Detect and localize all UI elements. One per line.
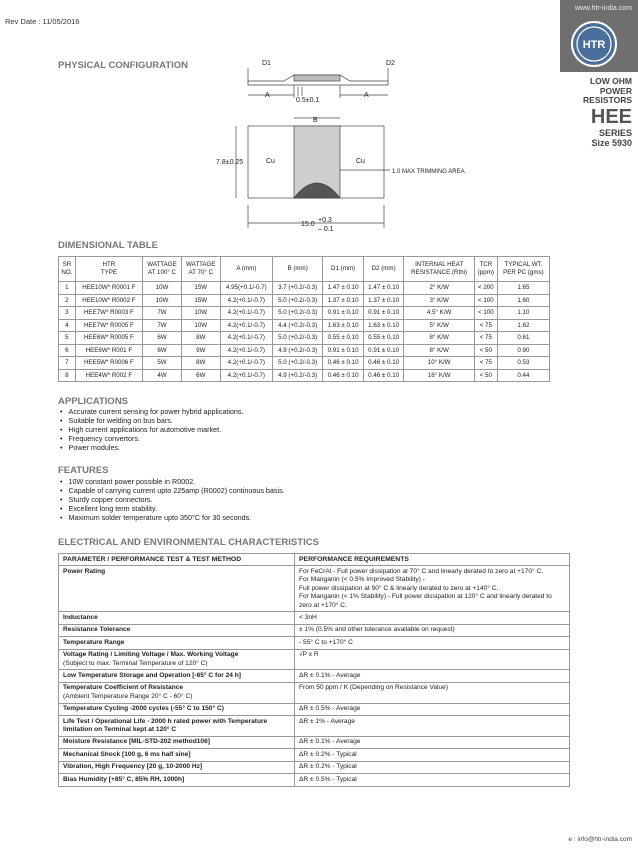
parameter-cell — [59, 566, 295, 612]
cell-watt100: 5W — [143, 357, 182, 370]
cell-b: 3.7 (+0.2/-0.3) — [273, 282, 323, 295]
table-row — [59, 774, 570, 786]
cell-sr: 8 — [59, 369, 76, 382]
requirement-line: ΔR ± 0.1% - Average — [299, 738, 361, 746]
cell-heat: 5° K/W — [404, 319, 474, 332]
cell-type: HEE7W* R0005 F — [75, 319, 142, 332]
header-type: HTR TYPE — [75, 257, 142, 282]
table-row — [59, 703, 570, 715]
cell-sr: 6 — [59, 344, 76, 357]
electrical-body — [59, 566, 570, 786]
cell-heat: 16° K/W — [404, 369, 474, 382]
table-row — [59, 344, 550, 357]
cell-b: 4.9 (+0.2/-0.3) — [273, 369, 323, 382]
requirement-line: ΔR ± 0.2% - Typical — [299, 763, 357, 771]
cell-d1: 1.47 ± 0.10 — [323, 282, 364, 295]
requirement-line: Full power dissipation at 90° C & linearly derated to zero at +140° C. — [299, 584, 499, 592]
requirement-line: ± 1% (0.5% and other tolerance available on request) — [299, 626, 455, 634]
table-row — [59, 307, 550, 320]
cell-a: 4.2(+0.1/-0.7) — [220, 319, 272, 332]
cell-heat: 3° K/W — [404, 294, 474, 307]
cell-heat: 10° K/W — [404, 357, 474, 370]
table-row — [59, 357, 550, 370]
parameter-note: (Ambient Temperature Range 20° C - 60° C) — [63, 692, 193, 700]
cell-weight: 0.44 — [497, 369, 549, 382]
table-row — [59, 369, 550, 382]
requirement-cell — [295, 670, 570, 682]
requirement-line: From 50 ppm / K (Depending on Resistance Value) — [299, 684, 449, 692]
electrical-col1: PARAMETER / PERFORMANCE TEST & TEST METHOD — [59, 554, 295, 566]
table-row — [59, 566, 570, 612]
table-row — [59, 761, 570, 773]
cell-watt100: 7W — [143, 307, 182, 320]
cell-watt70: 9W — [181, 344, 220, 357]
cell-tcr: < 75 — [474, 319, 497, 332]
table-row — [59, 649, 570, 670]
requirement-line: ΔR ± 1% - Average — [299, 717, 355, 725]
parameter-cell — [59, 612, 295, 624]
parameter-cell — [59, 649, 295, 670]
requirement-line: - 55° C to +170° C — [299, 638, 353, 646]
cell-a: 4.2(+0.1/-0.7) — [220, 294, 272, 307]
cell-watt100: 7W — [143, 319, 182, 332]
parameter-name: Power Rating — [63, 567, 106, 575]
dimensional-table — [58, 256, 550, 382]
label-d1: D1 — [262, 60, 271, 67]
cell-weight: 0.90 — [497, 344, 549, 357]
label-cu-left: Cu — [266, 158, 275, 165]
cell-watt70: 6W — [181, 369, 220, 382]
series-code: HEE — [590, 105, 632, 128]
cell-tcr: < 75 — [474, 357, 497, 370]
parameter-cell — [59, 774, 295, 786]
requirement-line: < 3nH — [299, 613, 317, 621]
cell-watt100: 10W — [143, 294, 182, 307]
requirement-cell — [295, 649, 570, 670]
list-item: • Accurate current sensing for power hybrid applications. — [58, 407, 244, 416]
cell-b: 5.0 (+0.2/-0.3) — [273, 294, 323, 307]
electrical-table — [58, 553, 570, 787]
applications-heading: APPLICATIONS — [58, 396, 129, 407]
cell-a: 4.2(+0.1/-0.7) — [220, 357, 272, 370]
table-row — [59, 670, 570, 682]
requirement-cell — [295, 736, 570, 748]
header-d1: D1 (mm) — [323, 257, 364, 282]
cell-watt70: 8W — [181, 357, 220, 370]
requirement-cell — [295, 682, 570, 703]
parameter-cell — [59, 624, 295, 636]
label-b: B — [313, 117, 318, 124]
parameter-name: Resistance Tolerance — [63, 626, 131, 634]
cell-a: 4.2(+0.1/-0.7) — [220, 344, 272, 357]
cell-sr: 4 — [59, 319, 76, 332]
cell-heat: 8° K/W — [404, 332, 474, 345]
cell-a: 4.2(+0.1/-0.7) — [220, 369, 272, 382]
cell-type: HEE7W* R0003 F — [75, 307, 142, 320]
cell-b: 5.0 (+0.2/-0.3) — [273, 332, 323, 345]
website-link[interactable]: www.htr-india.com — [574, 5, 632, 12]
footer-email[interactable]: e : info@htr-india.com — [568, 836, 632, 843]
cell-weight: 1.65 — [497, 282, 549, 295]
cell-watt70: 10W — [181, 319, 220, 332]
requirement-cell — [295, 566, 570, 612]
cell-type: HEE10W* R0001 F — [75, 282, 142, 295]
table-row — [59, 682, 570, 703]
requirement-line: For Manganin (< 1% Stability) - Full power dissipation at 120° C and linearly derated to zero at +170° C. — [299, 593, 552, 609]
label-width: 15.0 — [301, 221, 315, 228]
electrical-col2: PERFORMANCE REQUIREMENTS — [295, 554, 570, 566]
product-line3: RESISTORS — [583, 95, 632, 105]
table-row — [59, 736, 570, 748]
cell-d2: 0.91 ± 0.10 — [363, 307, 404, 320]
cell-watt70: 8W — [181, 332, 220, 345]
cell-d2: 0.91 ± 0.10 — [363, 344, 404, 357]
table-row — [59, 624, 570, 636]
parameter-name: Temperature Range — [63, 638, 125, 646]
table-row — [59, 749, 570, 761]
features-heading: FEATURES — [58, 465, 109, 476]
header-bar — [560, 0, 638, 72]
requirement-line: For Manganin (< 0.5% Improved Stability) - — [299, 576, 425, 584]
list-item: • High current applications for automotive market. — [58, 425, 244, 434]
dimensional-header-row — [59, 257, 550, 282]
label-a-right: A — [364, 92, 369, 99]
rev-date: Rev Date : 11/05/2016 — [5, 17, 80, 26]
cell-weight: 0.53 — [497, 357, 549, 370]
cell-a: 4.2(+0.1/-0.7) — [220, 332, 272, 345]
logo-text: HTR — [582, 39, 606, 51]
header-weight: TYPICAL WT. PER PC (gms) — [497, 257, 549, 282]
label-tol-plus: +0.3 — [318, 217, 332, 224]
cell-sr: 2 — [59, 294, 76, 307]
cell-d2: 0.46 ± 0.10 — [363, 357, 404, 370]
requirement-line: ΔR ± 0.2% - Typical — [299, 750, 357, 758]
parameter-name: Inductance — [63, 613, 98, 621]
cell-b: 4.4 (+0.2/-0.3) — [273, 319, 323, 332]
parameter-name: Life Test / Operational Life - 2000 h rated power with Temperature limitation on Terminal kept at 120° C — [63, 717, 268, 733]
cell-d1: 0.46 ± 0.10 — [323, 369, 364, 382]
cell-watt70: 15W — [181, 294, 220, 307]
list-item: • Suitable for welding on bus bars. — [58, 416, 244, 425]
cell-type: HEE6W* R001 F — [75, 344, 142, 357]
cell-tcr: < 50 — [474, 344, 497, 357]
cell-type: HEE6W* R0005 F — [75, 332, 142, 345]
cell-b: 4.9 (+0.2/-0.3) — [273, 344, 323, 357]
parameter-cell — [59, 682, 295, 703]
cell-type: HEE5W* R0006 F — [75, 357, 142, 370]
requirement-cell — [295, 749, 570, 761]
cell-sr: 5 — [59, 332, 76, 345]
requirement-line: √P x R — [299, 651, 319, 659]
cell-d1: 0.91 ± 0.10 — [323, 307, 364, 320]
table-row — [59, 294, 550, 307]
list-item: • Maximum solder temperature upto 350°C for 30 seconds. — [58, 513, 285, 522]
cell-weight: 1.60 — [497, 294, 549, 307]
cell-weight: 0.61 — [497, 332, 549, 345]
list-item: • 10W constant power possible in R0002. — [58, 477, 285, 486]
parameter-note: (Subject to max. Terminal Temperature of 120° C) — [63, 659, 208, 667]
table-row — [59, 319, 550, 332]
product-title — [583, 77, 632, 148]
cell-a: 4.2(+0.1/-0.7) — [220, 307, 272, 320]
table-row — [59, 637, 570, 649]
features-list — [58, 477, 285, 522]
physical-diagram — [200, 60, 500, 240]
label-cu-right: Cu — [356, 158, 365, 165]
header-heat: INTERNAL HEAT RESISTANCE (Rthi) — [404, 257, 474, 282]
requirement-line: ΔR ± 0.5% - Average — [299, 705, 361, 713]
electrical-header-row — [59, 554, 570, 566]
requirement-line: For FeCrAl - Full power dissipation at 70° C and linearly derated to zero at +170° C. — [299, 567, 544, 575]
requirement-line: ΔR ± 0.1% - Average — [299, 671, 361, 679]
requirement-cell — [295, 637, 570, 649]
parameter-name: Low Temperature Storage and Operation [-65° C for 24 h] — [63, 671, 242, 679]
parameter-name: Temperature Cycling -2000 cycles (-55° C to 150° C) — [63, 705, 224, 713]
cell-sr: 7 — [59, 357, 76, 370]
cell-type: HEE4W* R002 F — [75, 369, 142, 382]
product-size: Size 5930 — [591, 137, 632, 148]
top-view — [236, 118, 390, 228]
cell-d2: 1.63 ± 0.10 — [363, 319, 404, 332]
parameter-name: Mechanical Shock [100 g, 6 ms half sine] — [63, 750, 191, 758]
label-tol-minus: – 0.1 — [318, 226, 334, 233]
dimensional-heading: DIMENSIONAL TABLE — [58, 240, 158, 251]
label-trimming: 1.0 MAX TRIMMING AREA — [392, 169, 465, 175]
parameter-cell — [59, 637, 295, 649]
cell-tcr: < 200 — [474, 282, 497, 295]
parameter-cell — [59, 761, 295, 773]
parameter-name: Voltage Rating / Limiting Voltage / Max. Working Voltage — [63, 651, 239, 659]
cell-heat: 4.5° K/W — [404, 307, 474, 320]
cell-weight: 1.62 — [497, 319, 549, 332]
requirement-cell — [295, 774, 570, 786]
label-height: 7.8±0.25 — [216, 159, 244, 166]
header-d2: D2 (mm) — [363, 257, 404, 282]
cell-d1: 0.91 ± 0.10 — [323, 344, 364, 357]
cell-tcr: < 75 — [474, 332, 497, 345]
cell-d1: 1.37 ± 0.10 — [323, 294, 364, 307]
requirement-cell — [295, 624, 570, 636]
requirement-cell — [295, 612, 570, 624]
parameter-name: Temperature Coefficient of Resistance — [63, 684, 184, 692]
parameter-name: Bias Humidity [+85° C, 85% RH, 1000h] — [63, 775, 185, 783]
dimensional-body — [59, 282, 550, 382]
cell-tcr: < 100 — [474, 294, 497, 307]
electrical-heading: ELECTRICAL AND ENVIRONMENTAL CHARACTERISTICS — [58, 537, 319, 548]
header-b: B (mm) — [273, 257, 323, 282]
parameter-name: Moisture Resistance [MIL-STD-202 method106] — [63, 738, 210, 746]
cell-d1: 0.55 ± 0.10 — [323, 332, 364, 345]
label-d2: D2 — [386, 60, 395, 67]
cell-type: HEE10W* R0002 F — [75, 294, 142, 307]
applications-list — [58, 407, 244, 452]
requirement-line: ΔR ± 0.5% - Typical — [299, 775, 357, 783]
requirement-cell — [295, 761, 570, 773]
cell-watt70: 10W — [181, 307, 220, 320]
cell-watt100: 10W — [143, 282, 182, 295]
list-item: • Capable of carrying current upto 225amp (R0002) continuous basis. — [58, 486, 285, 495]
requirement-cell — [295, 716, 570, 737]
parameter-cell — [59, 736, 295, 748]
htr-logo — [570, 20, 618, 68]
table-row — [59, 716, 570, 737]
series-label: SERIES — [598, 127, 632, 138]
cell-b: 5.0 (+0.2/-0.3) — [273, 307, 323, 320]
cell-watt100: 4W — [143, 369, 182, 382]
parameter-cell — [59, 703, 295, 715]
cell-sr: 1 — [59, 282, 76, 295]
list-item: • Excellent long term stability. — [58, 504, 285, 513]
cell-heat: 8° K/W — [404, 344, 474, 357]
parameter-cell — [59, 749, 295, 761]
table-row — [59, 332, 550, 345]
parameter-cell — [59, 670, 295, 682]
table-row — [59, 612, 570, 624]
product-line2: POWER — [599, 85, 632, 96]
cell-watt70: 15W — [181, 282, 220, 295]
cell-tcr: < 50 — [474, 369, 497, 382]
cell-b: 5.0 (+0.2/-0.3) — [273, 357, 323, 370]
cell-sr: 3 — [59, 307, 76, 320]
cell-d2: 1.47 ± 0.10 — [363, 282, 404, 295]
parameter-cell — [59, 716, 295, 737]
cell-weight: 1.10 — [497, 307, 549, 320]
header-tcr: TCR (ppm) — [474, 257, 497, 282]
cell-d1: 1.63 ± 0.10 — [323, 319, 364, 332]
label-gap: 0.5±0.1 — [296, 97, 320, 104]
list-item: • Sturdy copper connectors. — [58, 495, 285, 504]
cell-d2: 0.46 ± 0.10 — [363, 369, 404, 382]
physical-config-heading: PHYSICAL CONFIGURATION — [58, 60, 189, 71]
cell-d1: 0.46 ± 0.10 — [323, 357, 364, 370]
header-watt100: WATTAGE AT 100° C — [143, 257, 182, 282]
parameter-name: Vibration, High Frequency [20 g, 10-2000 Hz] — [63, 763, 203, 771]
cell-d2: 1.37 ± 0.10 — [363, 294, 404, 307]
header-a: A (mm) — [220, 257, 272, 282]
cell-heat: 2° K/W — [404, 282, 474, 295]
cell-d2: 0.55 ± 0.10 — [363, 332, 404, 345]
cell-watt100: 6W — [143, 344, 182, 357]
list-item: • Frequency convertors. — [58, 434, 244, 443]
cell-watt100: 6W — [143, 332, 182, 345]
table-row — [59, 282, 550, 295]
label-a-left: A — [265, 92, 270, 99]
cell-a: 4.95(+0.1/-0.7) — [220, 282, 272, 295]
product-line1: LOW OHM — [589, 76, 632, 86]
cell-tcr: < 100 — [474, 307, 497, 320]
header-watt70: WATTAGE AT 70° C — [181, 257, 220, 282]
header-sr: SR NO. — [59, 257, 76, 282]
list-item: • Power modules. — [58, 443, 244, 452]
requirement-cell — [295, 703, 570, 715]
